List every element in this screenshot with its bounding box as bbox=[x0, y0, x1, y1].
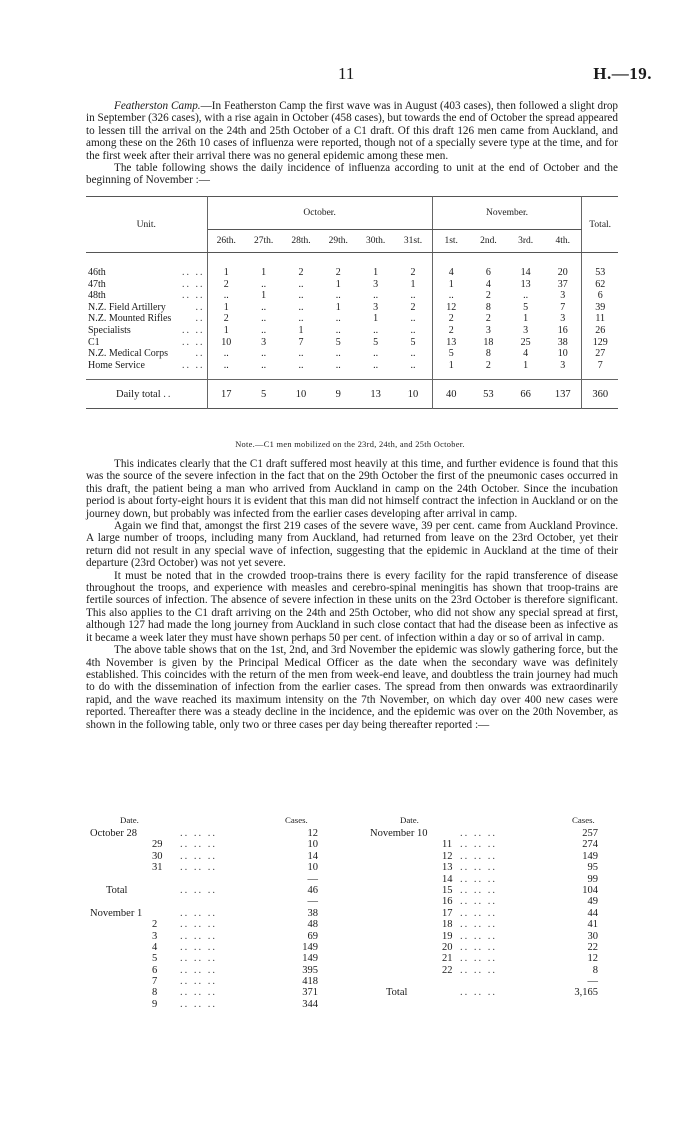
body-paragraph-4: The above table shows that on the 1st, 2nd, and 3rd November the epidemic was slowly gathering force, but the 4th November is given by the Principal Medical Officer as the date when the secondary wave was definitely established. This coincides with the return of the men from week-end leave, and doubtless the train journey had much to do with the dissemination of infection from the earlier cases. The spread from then onwards was extraordinarily rapid, and the wave reached its maximum intensity on the 7th November, on which day over 400 new cases were reported. Thereafter there was a steady decline in the incidence, and the epidemic was over on the 20th November, as shown in the following table, only two or three cases per day being thereafter reported :— bbox=[86, 644, 618, 731]
cases-date: 31 bbox=[152, 862, 163, 874]
cell-value: 5 bbox=[373, 336, 379, 348]
cell-value: .. bbox=[394, 325, 432, 337]
day-column-header: 2nd. bbox=[470, 230, 507, 253]
cell-value: .. bbox=[373, 359, 379, 371]
cases-value: 149 bbox=[302, 953, 318, 965]
cases-value: — bbox=[587, 976, 598, 988]
unit-name: Home Service .. .. bbox=[86, 360, 207, 380]
day-column-header: 3rd. bbox=[507, 230, 544, 253]
cases-row bbox=[90, 896, 330, 907]
table-row bbox=[86, 290, 618, 302]
cell-value: 3 bbox=[261, 336, 267, 348]
daily-total-value: 9 bbox=[320, 380, 357, 409]
cell-value: .. bbox=[373, 290, 379, 302]
daily-total-value: 66 bbox=[507, 380, 544, 409]
cases-value: 257 bbox=[582, 828, 598, 839]
cell-value: 1 bbox=[523, 313, 529, 325]
cases-value: 12 bbox=[587, 953, 598, 965]
cell-value: 4 bbox=[485, 278, 491, 290]
cell-value: 1 bbox=[223, 267, 229, 278]
cases-date: 21 bbox=[442, 953, 453, 965]
unit-name: 46th .. .. bbox=[86, 253, 207, 279]
cases-date: October 28 bbox=[90, 828, 137, 839]
cell-value: 5 bbox=[394, 337, 432, 349]
row-total: 129 bbox=[592, 336, 608, 348]
cell-value: .. bbox=[394, 360, 432, 380]
cases-value: 49 bbox=[587, 896, 598, 908]
total-column-header: Total. bbox=[582, 197, 618, 253]
cases-date: 20 bbox=[442, 941, 453, 953]
november-header: November. bbox=[432, 197, 582, 230]
cases-date: 15 bbox=[442, 884, 453, 896]
cases-row: 29 .. .. .. 10 bbox=[152, 839, 318, 851]
cell-value: 10 bbox=[221, 336, 232, 348]
cell-value: 37 bbox=[544, 279, 582, 291]
cases-row bbox=[90, 874, 330, 885]
cases-value: 99 bbox=[587, 873, 598, 885]
cases-value: 149 bbox=[302, 941, 318, 953]
cell-value: 38 bbox=[544, 337, 582, 349]
table-note: Note.—C1 men mobilized on the 23rd, 24th, and 25th October. bbox=[235, 440, 465, 449]
intro-paragraph-2: The table following shows the daily incidence of influenza according to unit at the end of October and the beginning of November :— bbox=[86, 162, 618, 187]
cases-row: 15 .. .. .. 104 bbox=[442, 884, 598, 896]
cases-date: 30 bbox=[152, 850, 163, 862]
daily-total-value: 13 bbox=[357, 380, 394, 409]
table-row bbox=[86, 253, 618, 279]
cell-value: 3 bbox=[544, 290, 582, 302]
document-code: H.—19. bbox=[593, 64, 652, 83]
body-paragraph-2: Again we find that, amongst the first 219 cases of the severe wave, 39 per cent. came from Auckland Province. A large number of troops, including many from Auckland, had returned from leave on the 23rd October, yet their return did not result in any special wave of infection, suggesting that the epidemic in Auckland at the time of their departure (23rd October) was not yet severe. bbox=[86, 520, 618, 570]
cell-value: .. bbox=[261, 359, 267, 371]
cases-date: November 10 bbox=[370, 828, 428, 839]
cell-value: .. bbox=[223, 359, 229, 371]
body-section bbox=[86, 458, 618, 731]
row-total: 7 bbox=[597, 359, 603, 371]
page-header bbox=[0, 64, 700, 88]
day-column-header: 1st. bbox=[432, 230, 470, 253]
row-total: 53 bbox=[595, 267, 606, 278]
cases-row: 4 .. .. .. 149 bbox=[152, 941, 318, 953]
cases-row: 11 .. .. .. 274 bbox=[442, 839, 598, 851]
cell-value: 1 bbox=[261, 290, 267, 302]
cases-row: 19 .. .. .. 30 bbox=[442, 930, 598, 942]
cases-date: 4 bbox=[152, 941, 158, 953]
cell-value: .. bbox=[298, 348, 304, 360]
intro-section bbox=[86, 100, 618, 187]
body-paragraph-1: This indicates clearly that the C1 draft suffered most heavily at this time, and further evidence is found that this was the source of the severe infection in the fact that on the 29th October the first of the pneumonic cases occurred in this draft, the patient being a man who arrived from Auckland in camp on the 24th October. Since the incubation period is about forty-eight hours it is evident that this man did not himself contract the infection in Auckland or on the journey down, but probably was infected from the earlier cases developing after arrival in camp. bbox=[86, 458, 618, 520]
cases-row: 21 .. .. .. 12 bbox=[442, 953, 598, 965]
unit-column-header: Unit. bbox=[86, 197, 207, 253]
table-row bbox=[86, 325, 618, 337]
cases-value: 395 bbox=[302, 964, 318, 976]
cell-value: 16 bbox=[544, 325, 582, 337]
cell-value: 4 bbox=[523, 348, 529, 360]
date-header: Date. bbox=[120, 815, 139, 825]
cell-value: .. bbox=[298, 290, 304, 302]
cases-value: 12 bbox=[307, 828, 318, 839]
cases-date: 19 bbox=[442, 930, 453, 942]
cell-value: 1 bbox=[373, 313, 379, 325]
cell-value: .. bbox=[373, 348, 379, 360]
daily-total-label: Daily total .. bbox=[86, 380, 207, 409]
daily-total-value: 40 bbox=[432, 380, 470, 409]
cases-row: 22 .. .. .. 8 bbox=[442, 964, 598, 976]
cell-value: .. bbox=[298, 359, 304, 371]
cell-value: 5 bbox=[523, 301, 529, 313]
cases-value: 30 bbox=[587, 930, 598, 942]
cases-value: 95 bbox=[587, 862, 598, 874]
cell-value: 1 bbox=[223, 301, 229, 313]
cell-value: 1 bbox=[448, 278, 454, 290]
cell-value: .. bbox=[261, 348, 267, 360]
cell-value: 3 bbox=[373, 301, 379, 313]
cases-date: 29 bbox=[152, 839, 163, 851]
cases-row: October 28 .. .. .. 12 bbox=[90, 828, 318, 839]
table-row bbox=[86, 279, 618, 291]
cases-date: 5 bbox=[152, 953, 158, 965]
day-column-header: 30th. bbox=[357, 230, 394, 253]
cell-value: 2 bbox=[394, 253, 432, 279]
cell-value: 12 bbox=[446, 301, 457, 313]
cell-value: 3 bbox=[373, 278, 379, 290]
cases-row: 14 .. .. .. 99 bbox=[442, 873, 598, 885]
cell-value: 2 bbox=[485, 290, 491, 302]
row-total: 11 bbox=[595, 313, 605, 325]
cell-value: 8 bbox=[485, 301, 491, 313]
cell-value: .. bbox=[394, 290, 432, 302]
cell-value: 6 bbox=[485, 267, 491, 278]
cell-value: 1 bbox=[448, 359, 454, 371]
cases-date: 22 bbox=[442, 964, 453, 976]
cases-value: 3,165 bbox=[574, 987, 598, 999]
cell-value: 1 bbox=[223, 324, 229, 336]
day-column-header: 26th. bbox=[207, 230, 245, 253]
unit-name: N.Z. Mounted Rifles .. bbox=[86, 313, 207, 325]
cell-value: .. bbox=[335, 359, 341, 371]
daily-total-row bbox=[86, 380, 618, 409]
cases-date: Total bbox=[106, 884, 128, 896]
cases-date: 16 bbox=[442, 896, 453, 908]
cases-row: 3 .. .. .. 69 bbox=[152, 930, 318, 942]
cases-row: Total .. .. .. 46 bbox=[106, 884, 318, 896]
cell-value: 7 bbox=[298, 336, 304, 348]
cell-value: 2 bbox=[335, 267, 341, 278]
cell-value: 2 bbox=[448, 313, 454, 325]
cases-row: 2 .. .. .. 48 bbox=[152, 919, 318, 931]
cases-row: 31 .. .. .. 10 bbox=[152, 862, 318, 874]
cell-value: 3 bbox=[523, 324, 529, 336]
cases-row: 18 .. .. .. 41 bbox=[442, 919, 598, 931]
daily-total-value: 10 bbox=[394, 380, 432, 409]
row-total: 26 bbox=[595, 324, 606, 336]
cases-value: — bbox=[307, 873, 318, 885]
cell-value: 1 bbox=[335, 301, 341, 313]
cases-row: Total .. .. .. 3,165 bbox=[386, 987, 598, 999]
cases-date: 18 bbox=[442, 919, 453, 931]
cases-date: Total bbox=[386, 987, 408, 999]
cases-date: 12 bbox=[442, 850, 453, 862]
cell-value: .. bbox=[335, 290, 341, 302]
cell-value: 2 bbox=[394, 302, 432, 314]
cases-value: 10 bbox=[307, 862, 318, 874]
cases-row: November 10 .. .. .. 257 bbox=[370, 828, 598, 839]
day-column-header: 29th. bbox=[320, 230, 357, 253]
cell-value: .. bbox=[448, 290, 454, 302]
table-row bbox=[86, 302, 618, 314]
unit-name: 47th .. .. bbox=[86, 279, 207, 291]
cases-value: 14 bbox=[307, 850, 318, 862]
cell-value: 8 bbox=[485, 348, 491, 360]
cases-row: November 1 .. .. .. 38 bbox=[90, 907, 318, 919]
cases-value: — bbox=[307, 896, 318, 908]
cell-value: 5 bbox=[335, 336, 341, 348]
cases-row bbox=[360, 976, 610, 987]
unit-name: 48th .. .. bbox=[86, 290, 207, 302]
cases-row: 16 .. .. .. 49 bbox=[442, 896, 598, 908]
cases-value: 371 bbox=[302, 987, 318, 999]
cell-value: 25 bbox=[520, 336, 531, 348]
cases-value: 418 bbox=[302, 976, 318, 988]
unit-name: N.Z. Medical Corps .. bbox=[86, 348, 207, 360]
cell-value: .. bbox=[298, 301, 304, 313]
page-number: 11 bbox=[338, 64, 355, 83]
daily-total-value: 17 bbox=[207, 380, 245, 409]
intro-paragraph-1 bbox=[86, 100, 618, 162]
cases-date: 8 bbox=[152, 987, 158, 999]
cell-value: 2 bbox=[223, 313, 229, 325]
cases-value: 44 bbox=[587, 907, 598, 919]
cell-value: 2 bbox=[485, 359, 491, 371]
row-total: 62 bbox=[595, 278, 606, 290]
cell-value: 1 bbox=[394, 279, 432, 291]
cell-value: .. bbox=[298, 313, 304, 325]
cell-value: 1 bbox=[335, 278, 341, 290]
cell-value: 10 bbox=[544, 348, 582, 360]
cases-value: 48 bbox=[307, 919, 318, 931]
grand-total: 360 bbox=[582, 380, 618, 409]
cases-row: 30 .. .. .. 14 bbox=[152, 850, 318, 862]
cases-value: 344 bbox=[302, 998, 318, 1010]
cases-header: Cases. bbox=[572, 815, 595, 825]
day-column-header: 31st. bbox=[394, 230, 432, 253]
october-header: October. bbox=[207, 197, 432, 230]
cases-value: 22 bbox=[587, 941, 598, 953]
cases-table-right bbox=[360, 815, 610, 999]
cases-date: 17 bbox=[442, 907, 453, 919]
cases-table-right-header bbox=[360, 815, 610, 828]
row-total: 27 bbox=[595, 348, 606, 360]
daily-total-value: 5 bbox=[245, 380, 282, 409]
day-column-header: 27th. bbox=[245, 230, 282, 253]
cases-date: 2 bbox=[152, 919, 158, 931]
cell-value: 3 bbox=[485, 324, 491, 336]
cell-value: .. bbox=[261, 301, 267, 313]
unit-name: C1 .. .. bbox=[86, 337, 207, 349]
cell-value: .. bbox=[261, 278, 267, 290]
cases-value: 8 bbox=[592, 964, 598, 976]
cases-row: 20 .. .. .. 22 bbox=[442, 941, 598, 953]
cases-date: 14 bbox=[442, 873, 453, 885]
cell-value: .. bbox=[373, 324, 379, 336]
unit-name: N.Z. Field Artillery .. bbox=[86, 302, 207, 314]
cases-table-left bbox=[90, 815, 330, 1010]
section-lead: Featherston Camp. bbox=[114, 100, 201, 112]
cell-value: .. bbox=[523, 290, 529, 302]
cell-value: .. bbox=[223, 290, 229, 302]
cases-date: 7 bbox=[152, 976, 158, 988]
cell-value: 1 bbox=[373, 267, 379, 278]
cases-date: November 1 bbox=[90, 907, 143, 919]
cell-value: .. bbox=[394, 313, 432, 325]
day-column-header: 4th. bbox=[544, 230, 582, 253]
cases-date: 6 bbox=[152, 964, 158, 976]
cases-value: 69 bbox=[307, 930, 318, 942]
cases-value: 104 bbox=[582, 884, 598, 896]
cell-value: 13 bbox=[446, 336, 457, 348]
table-row bbox=[86, 337, 618, 349]
cell-value: 1 bbox=[261, 267, 267, 278]
cases-date: 13 bbox=[442, 862, 453, 874]
cell-value: .. bbox=[223, 348, 229, 360]
cases-header: Cases. bbox=[285, 815, 308, 825]
cell-value: 2 bbox=[223, 278, 229, 290]
cases-row: 13 .. .. .. 95 bbox=[442, 862, 598, 874]
cases-date: 3 bbox=[152, 930, 158, 942]
cases-value: 274 bbox=[582, 839, 598, 851]
cases-row: 9 .. .. .. 344 bbox=[152, 998, 318, 1010]
row-total: 39 bbox=[595, 301, 606, 313]
cases-row: 17 .. .. .. 44 bbox=[442, 907, 598, 919]
cases-value: 41 bbox=[587, 919, 598, 931]
cases-value: 10 bbox=[307, 839, 318, 851]
intro-paragraph-1-text: —In Featherston Camp the first wave was in August (403 cases), then followed a slight drop in September (326 cases), with a rise again in October (458 cases), but towards the end of October the spread appeared to lessen till the arrival on the 24th and 25th October of a C1 draft. Of this draft 126 men came from Auckland, and among these on the 26th 10 cases of influenza were reported, though not of a specially severe type at the time, and for the first week after their arrival there was no general epidemic among these men. bbox=[86, 100, 619, 162]
cell-value: 2 bbox=[485, 313, 491, 325]
cell-value: .. bbox=[335, 324, 341, 336]
row-total: 6 bbox=[597, 290, 603, 302]
cell-value: .. bbox=[298, 278, 304, 290]
cases-value: 46 bbox=[307, 884, 318, 896]
cases-row: 5 .. .. .. 149 bbox=[152, 953, 318, 965]
cell-value: 13 bbox=[520, 278, 531, 290]
cases-date: 11 bbox=[442, 839, 453, 851]
cases-row: 12 .. .. .. 149 bbox=[442, 850, 598, 862]
unit-name: Specialists .. .. bbox=[86, 325, 207, 337]
cell-value: .. bbox=[335, 348, 341, 360]
cell-value: 3 bbox=[544, 360, 582, 380]
cell-value: 18 bbox=[483, 336, 494, 348]
date-header: Date. bbox=[400, 815, 419, 825]
table-row bbox=[86, 348, 618, 360]
cell-value: 20 bbox=[544, 253, 582, 279]
cell-value: 5 bbox=[448, 348, 454, 360]
cases-row: 8 .. .. .. 371 bbox=[152, 987, 318, 999]
cases-value: 149 bbox=[582, 850, 598, 862]
unit-rows bbox=[86, 253, 618, 380]
table-row bbox=[86, 360, 618, 380]
cell-value: .. bbox=[261, 313, 267, 325]
daily-total-value: 137 bbox=[544, 380, 582, 409]
cases-table-left-header bbox=[90, 815, 330, 828]
cell-value: .. bbox=[394, 348, 432, 360]
cases-row: 7 .. .. .. 418 bbox=[152, 976, 318, 988]
body-paragraph-3: It must be noted that in the crowded troop-trains there is every facility for the rapid transference of disease throughout the troops, and experience with measles and cerebro-spinal meningitis has shown that troop-trains are fertile sources of infection. The absence of severe infection in these units on the 23rd October is therefore significant. This also applies to the C1 draft arriving on the 24th and 25th October, who did not show any special spread at first, although 127 had made the long journey from Auckland in such close contact that had the disease been as infective as it became a week later they must have shown perhaps 50 per cent. of infection within a day or so of arrival in camp. bbox=[86, 569, 618, 644]
cell-value: 1 bbox=[298, 324, 304, 336]
cell-value: .. bbox=[335, 313, 341, 325]
cases-date: 9 bbox=[152, 998, 158, 1010]
cell-value: .. bbox=[261, 324, 267, 336]
cases-row: 6 .. .. .. 395 bbox=[152, 964, 318, 976]
cell-value: 2 bbox=[298, 267, 304, 278]
daily-total-value: 10 bbox=[282, 380, 319, 409]
cases-value: 38 bbox=[307, 907, 318, 919]
day-column-header: 28th. bbox=[282, 230, 319, 253]
cell-value: 14 bbox=[520, 267, 531, 278]
cell-value: 4 bbox=[448, 267, 454, 278]
cell-value: 1 bbox=[523, 359, 529, 371]
cell-value: 3 bbox=[544, 313, 582, 325]
daily-total-value: 53 bbox=[470, 380, 507, 409]
table-row bbox=[86, 313, 618, 325]
cell-value: 7 bbox=[544, 302, 582, 314]
cell-value: 2 bbox=[448, 324, 454, 336]
unit-incidence-table bbox=[86, 196, 618, 409]
